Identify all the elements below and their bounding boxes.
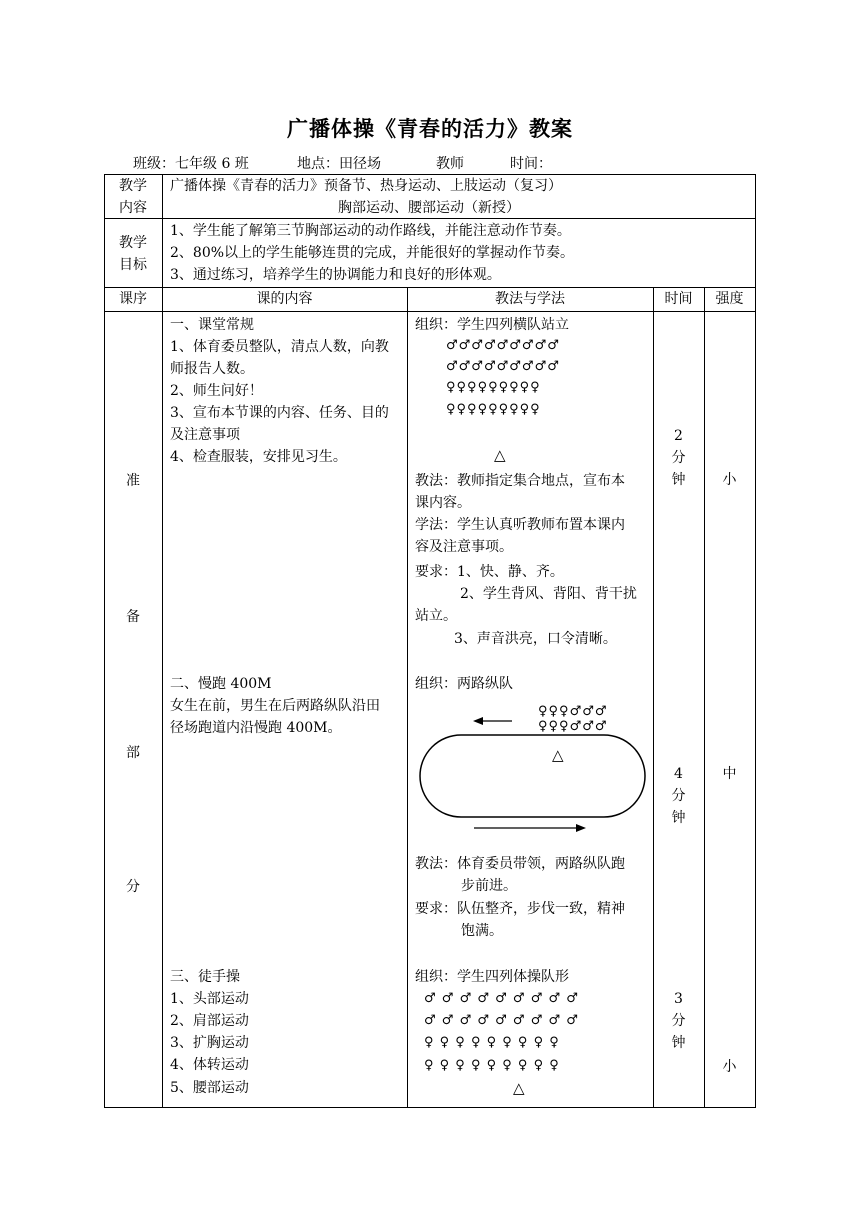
part1-method-org: 组织：学生四列横队站立 [415,317,569,333]
part1-content-line: 3、宣布本节课的内容、任务、目的 [170,405,389,421]
teacher-info: 教师 [436,156,464,172]
part1-content-line: 4、检查服装，安排见习生。 [170,449,347,465]
runners-row: ♀♀♀♂♂♂ [538,719,608,734]
page-title: 广播体操《青春的活力》教案 [287,116,573,141]
part3-content-line: 3、扩胸运动 [170,1035,249,1051]
part1-content-line: 一、课堂常规 [170,317,254,333]
part2-method-line: 步前进。 [461,878,517,894]
goal-item: 3、通过练习，培养学生的协调能力和良好的形体观。 [170,267,501,283]
formation-row-female: ♀♀♀♀♀♀♀♀♀ [446,380,541,395]
goal-label-1: 教学 [119,235,147,251]
arrow-right-head-icon [576,824,586,832]
part2-method-org: 组织：两路纵队 [415,676,513,692]
runners-row: ♀♀♀♂♂♂ [538,704,608,719]
part3-method-org: 组织：学生四列体操队形 [415,969,569,985]
part3-time: 分 [671,1013,686,1029]
part3-content-line: 1、头部运动 [170,991,249,1007]
part2-content-line: 径场跑道内沿慢跑 400M。 [170,720,342,736]
part2-time: 分 [671,788,686,804]
part3-content-line: 三、徒手操 [170,969,240,985]
goal-label-2: 目标 [119,257,147,273]
time-info: 时间： [510,156,552,172]
formation-row-female: ♀ ♀ ♀ ♀ ♀ ♀ ♀ ♀ ♀ [424,1035,560,1050]
formation-row-female: ♀♀♀♀♀♀♀♀♀ [446,402,541,417]
running-track-diagram [410,710,650,840]
part2-time: 钟 [671,810,686,826]
formation-row-male: ♂ ♂ ♂ ♂ ♂ ♂ ♂ ♂ ♂ [424,1013,579,1028]
goal-item: 1、学生能了解第三节胸部运动的动作路线，并能注意动作节奏。 [170,223,571,239]
part2-method-line: 饱满。 [461,923,503,939]
part2-intensity: 中 [722,766,737,782]
part1-time: 2 [674,428,683,444]
goal-item: 2、80%以上的学生能够连贯的完成，并能很好的掌握动作节奏。 [170,245,575,261]
part1-method-line: 3、声音洪亮，口令清晰。 [454,631,617,647]
part1-content-line: 师报告人数。 [170,361,254,377]
section-label: 准 [126,473,140,489]
part1-method-line: 学法：学生认真听教师布置本课内 [415,517,625,533]
part1-content-line: 及注意事项 [170,427,240,443]
part2-method-line: 要求：队伍整齐，步伐一致，精神 [415,901,625,917]
part3-content-line: 4、体转运动 [170,1057,249,1073]
part3-intensity: 小 [722,1059,737,1075]
place-info: 地点：田径场 [297,156,381,172]
header-time: 时间 [664,291,693,307]
part1-method-line: 教法：教师指定集合地点，宣布本 [415,473,625,489]
header-method: 教法与学法 [495,291,565,307]
section-label: 部 [126,745,140,761]
part3-time: 钟 [671,1035,686,1051]
arrow-left-head-icon [473,717,483,725]
header-intensity: 强度 [715,291,744,307]
part3-content-line: 5、腰部运动 [170,1080,249,1096]
part2-time: 4 [674,766,683,782]
content-line-2: 胸部运动、腰部运动（新授） [338,200,520,216]
part3-time: 3 [674,991,683,1007]
content-label-2: 内容 [119,200,147,216]
part2-method-line: 教法：体育委员带领，两路纵队跑 [415,856,625,872]
header-content: 课的内容 [256,291,313,307]
part1-method-line: 容及注意事项。 [415,539,513,555]
part1-method-line: 站立。 [415,608,457,624]
part1-intensity: 小 [722,472,737,488]
part1-time: 钟 [671,472,686,488]
running-track [420,735,645,817]
teacher-triangle-icon: △ [552,746,564,764]
class-info: 班级：七年级 6 班 [133,156,249,172]
part1-method-line: 要求：1、快、静、齐。 [415,564,564,580]
part1-method-line: 课内容。 [415,495,471,511]
section-label: 分 [126,879,140,895]
part1-method-line: 2、学生背风、背阳、背干扰 [460,586,637,602]
part2-content-line: 女生在前，男生在后两路纵队沿田 [170,698,380,714]
content-line-1: 广播体操《青春的活力》预备节、热身运动、上肢运动（复习） [170,178,562,194]
formation-row-male: ♂ ♂ ♂ ♂ ♂ ♂ ♂ ♂ ♂ [424,991,579,1006]
formation-row-female: ♀ ♀ ♀ ♀ ♀ ♀ ♀ ♀ ♀ [424,1058,560,1073]
part3-content-line: 2、肩部运动 [170,1013,249,1029]
section-label: 备 [126,609,140,625]
teacher-triangle-icon: △ [494,446,506,464]
content-label-1: 教学 [119,178,147,194]
part2-content-line: 二、慢跑 400M [170,676,272,692]
part1-time: 分 [671,450,686,466]
part1-content-line: 1、体育委员整队，清点人数，向教 [170,339,389,355]
part1-content-line: 2、师生问好！ [170,383,263,399]
teacher-triangle-icon: △ [513,1079,525,1097]
formation-row-male: ♂♂♂♂♂♂♂♂♂ [446,359,560,374]
header-order: 课序 [119,291,147,307]
formation-row-male: ♂♂♂♂♂♂♂♂♂ [446,338,560,353]
